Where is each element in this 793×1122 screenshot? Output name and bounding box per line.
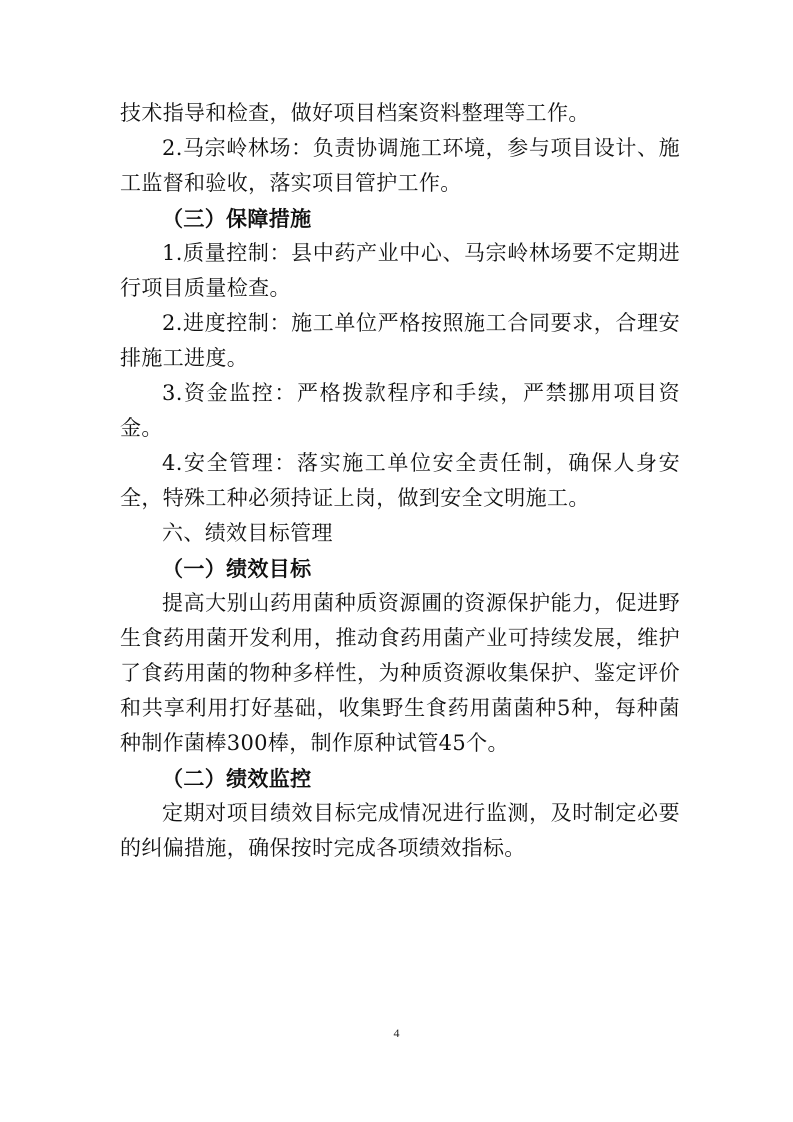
paragraph-quality-control: 1.质量控制：县中药产业中心、马宗岭林场要不定期进行项目质量检查。 (120, 241, 680, 300)
paragraph-progress-control: 2.进度控制：施工单位严格按照施工合同要求，合理安排施工进度。 (120, 311, 680, 370)
page-number: 4 (393, 1026, 400, 1040)
subheading-safeguard-measures: （三）保障措施 (162, 206, 312, 231)
subheading-performance-goals: （一）绩效目标 (162, 556, 312, 581)
subheading-performance-monitoring: （二）绩效监控 (162, 766, 312, 791)
paragraph-performance-goals: 提高大别山药用菌种质资源圃的资源保护能力，促进野生食药用菌开发利用，推动食药用菌产业可持续发展，维护了食药用菌的物种多样性，为种质资源收集保护、鉴定评价和共享利用打好基础，收集野生食药用菌菌种5种，每种菌种制作菌棒300棒，制作原种试管45个。 (120, 591, 680, 755)
paragraph-mazongling-forestry: 2.马宗岭林场：负责协调施工环境，参与项目设计、施工监督和验收，落实项目管护工作。 (120, 136, 680, 195)
paragraph-continuation: 技术指导和检查，做好项目档案资料整理等工作。 (120, 101, 590, 125)
paragraph-fund-monitoring: 3.资金监控：严格拨款程序和手续，严禁挪用项目资金。 (120, 381, 680, 440)
paragraph-performance-monitoring: 定期对项目绩效目标完成情况进行监测，及时制定必要的纠偏措施，确保按时完成各项绩效指标。 (120, 801, 680, 860)
heading-performance-management: 六、绩效目标管理 (162, 521, 333, 545)
document-body (120, 96, 680, 866)
paragraph-safety-management: 4.安全管理：落实施工单位安全责任制，确保人身安全，特殊工种必须持证上岗，做到安全文明施工。 (120, 451, 680, 510)
